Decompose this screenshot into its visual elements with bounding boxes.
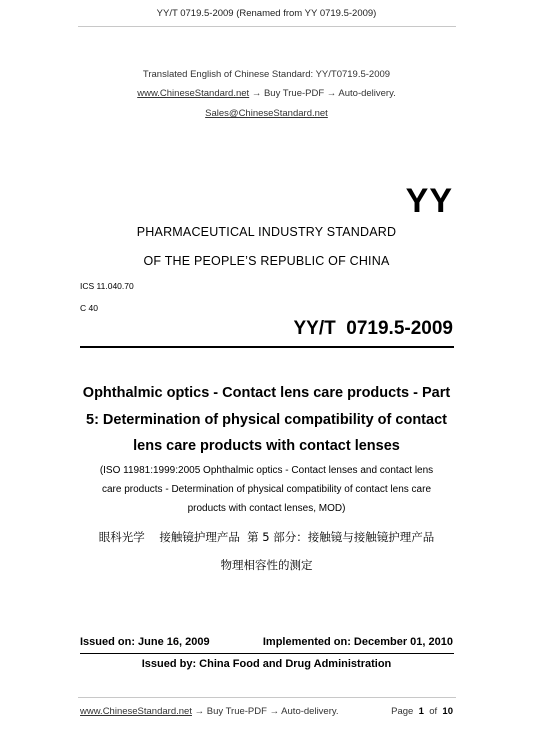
total-pages: 10 xyxy=(442,706,453,717)
page-header: YY/T 0719.5-2009 (Renamed from YY 0719.5-2009) xyxy=(156,8,377,19)
translation-notice: Translated English of Chinese Standard: YY/T0719.5-2009 xyxy=(142,69,391,80)
title-line-3: lens care products with contact lenses xyxy=(133,438,400,454)
title-divider xyxy=(80,346,454,348)
standard-number: YY/T 0719.5-2009 xyxy=(293,318,453,339)
site-link[interactable]: www.ChineseStandard.net xyxy=(137,88,250,99)
chinese-title-line-1: 眼科光学 接触镜护理产品 第 5 部分：接触镜与接触镜护理产品 xyxy=(98,530,435,544)
footer-divider xyxy=(78,697,456,698)
implementation-date: Implemented on: December 01, 2010 xyxy=(262,636,453,648)
iso-line-1: (ISO 11981:1999:2005 Ophthalmic optics - Contact lenses and contact lens xyxy=(99,465,434,476)
purchase-line xyxy=(0,88,533,99)
email-line xyxy=(0,108,533,119)
header-divider xyxy=(78,26,456,27)
issuer-divider xyxy=(80,653,454,654)
page-label: Page xyxy=(391,706,414,717)
of-label: of xyxy=(429,706,438,717)
title-line-2: 5: Determination of physical compatibility of contact xyxy=(86,411,447,428)
standard-mark: YY xyxy=(405,182,453,220)
iso-reference xyxy=(70,461,463,518)
email-link[interactable]: Sales@ChineseStandard.net xyxy=(205,108,328,119)
chinese-title-line-2: 物理相容性的测定 xyxy=(220,558,313,572)
iso-line-2: care products - Determination of physical compatibility of contact lens care xyxy=(101,484,432,495)
footer-purchase-line xyxy=(80,706,339,717)
footer-purchase-text: → Buy True-PDF → Auto-delivery. xyxy=(191,706,339,717)
issue-date: Issued on: June 16, 2009 xyxy=(80,636,210,648)
purchase-text: → Buy True-PDF → Auto-delivery. xyxy=(249,88,396,99)
ics-code: ICS 11.040.70 xyxy=(80,281,134,291)
title-line-1: Ophthalmic optics - Contact lens care products - Part xyxy=(82,385,451,401)
page-number: 1 xyxy=(418,706,424,717)
org-line-2: OF THE PEOPLE’S REPUBLIC OF CHINA xyxy=(143,254,390,268)
org-line-1: PHARMACEUTICAL INDUSTRY STANDARD xyxy=(136,225,397,239)
document-title xyxy=(70,380,463,460)
page-indicator xyxy=(391,706,453,717)
footer-site-link[interactable]: www.ChineseStandard.net xyxy=(80,706,192,717)
iso-line-3: products with contact lenses, MOD) xyxy=(187,503,346,514)
ccs-code: C 40 xyxy=(80,303,98,313)
issuing-authority: Issued by: China Food and Drug Administration xyxy=(141,658,392,670)
